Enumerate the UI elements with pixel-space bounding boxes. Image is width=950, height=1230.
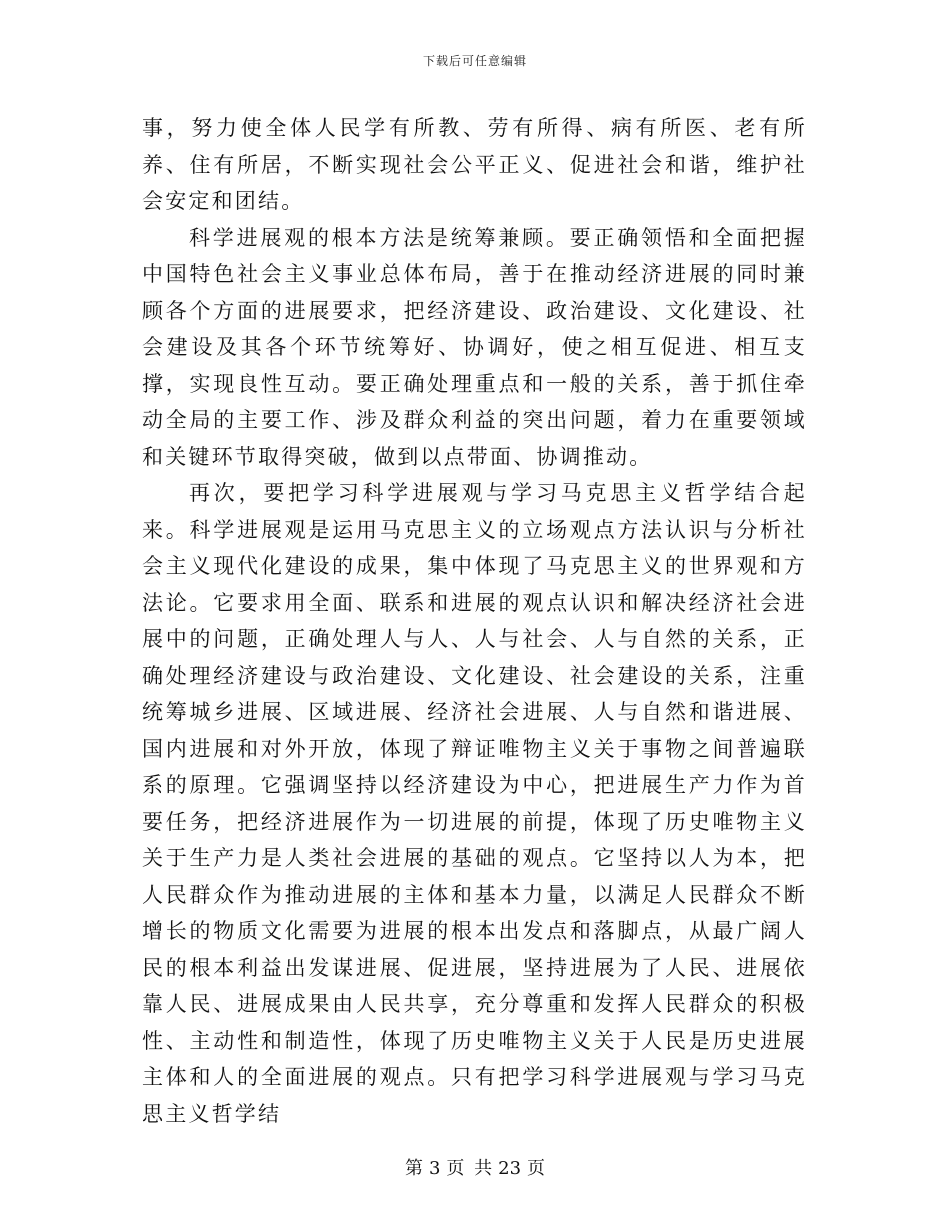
header-note: 下载后可任意编辑	[422, 54, 527, 68]
body-text	[142, 110, 807, 1132]
footer-suffix: 页	[527, 1158, 546, 1179]
paragraph-method: 科学进展观的根本方法是统筹兼顾。要正确领悟和全面把握中国特色社会主义事业总体布局，善于在推动经济进展的同时兼顾各个方面的进展要求，把经济建设、政治建设、文化建设、社会建设及其各个环节统筹好、协调好，使之相互促进、相互支撑，实现良性互动。要正确处理重点和一般的关系，善于抓住牵动全局的主要工作、涉及群众利益的突出问题，着力在重要领域和关键环节取得突破，做到以点带面、协调推动。	[142, 225, 807, 469]
footer-prefix: 第	[404, 1158, 423, 1179]
current-page-number: 3	[428, 1158, 441, 1179]
footer-middle: 页 共	[446, 1158, 493, 1179]
page-number-footer	[0, 1154, 950, 1180]
total-pages-number: 23	[498, 1158, 522, 1179]
paragraph-continuation: 事，努力使全体人民学有所教、劳有所得、病有所医、老有所养、住有所居，不断实现社会公平正义、促进社会和谐，维护社会安定和团结。	[142, 116, 807, 213]
paragraph-philosophy: 再次，要把学习科学进展观与学习马克思主义哲学结合起来。科学进展观是运用马克思主义的立场观点方法认识与分析社会主义现代化建设的成果，集中体现了马克思主义的世界观和方法论。它要求用全面、联系和进展的观点认识和解决经济社会进展中的问题，正确处理人与人、人与社会、人与自然的关系，正确处理经济建设与政治建设、文化建设、社会建设的关系，注重统筹城乡进展、区域进展、经济社会进展、人与自然和谐进展、国内进展和对外开放，体现了辩证唯物主义关于事物之间普遍联系的原理。它强调坚持以经济建设为中心，把进展生产力作为首要任务，把经济进展作为一切进展的前提，体现了历史唯物主义关于生产力是人类社会进展的基础的观点。它坚持以人为本，把人民群众作为推动进展的主体和基本力量，以满足人民群众不断增长的物质文化需要为进展的根本出发点和落脚点，从最广阔人民的根本利益出发谋进展、促进展，坚持进展为了人民、进展依靠人民、进展成果由人民共享，充分尊重和发挥人民群众的积极性、主动性和制造性，体现了历史唯物主义关于人民是历史进展主体和人的全面进展的观点。只有把学习科学进展观与学习马克思主义哲学结	[142, 481, 807, 1126]
